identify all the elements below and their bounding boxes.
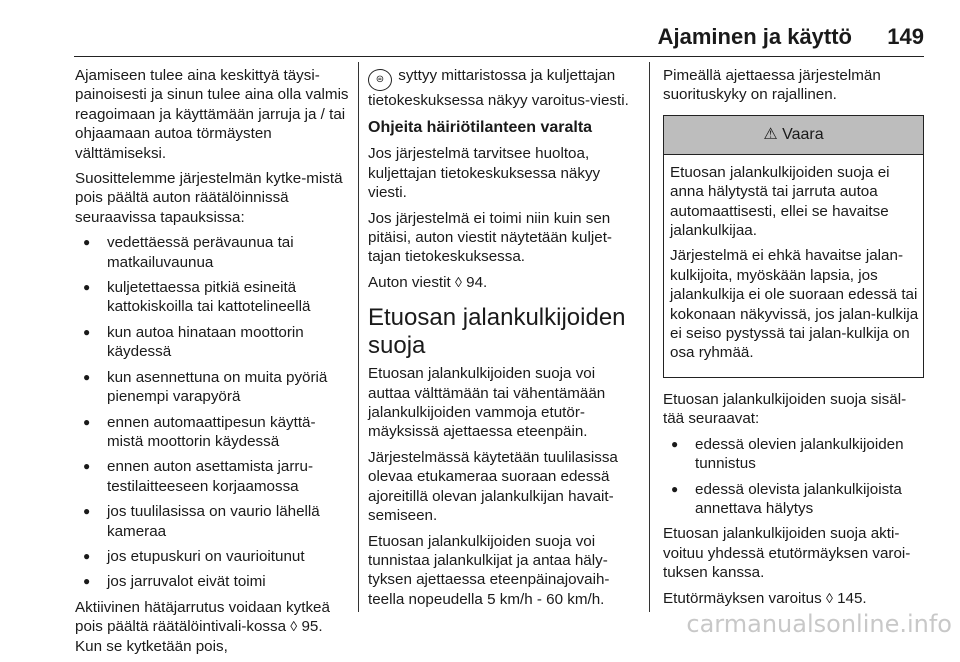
section-heading-pedestrian-protection: Etuosan jalankulkijoiden suoja <box>368 304 626 360</box>
paragraph-speed-range: Etuosan jalankulkijoiden suoja voi tunnistaa jalankulkijat ja antaa häly-tyksen ajettaessa eteenpäinajovaih-teella nopeudella 5 km/h - 60 km/h. <box>368 532 610 608</box>
paragraph-collision-warning-ref: Etutörmäyksen varoitus ◊ 145. <box>663 589 867 607</box>
paragraph-service: Jos järjestelmä tarvitsee huoltoa, kuljettajan tietokeskuksessa näkyy viesti. <box>368 145 601 202</box>
list-item: ● jos etupuskuri on vaurioitunut <box>75 547 350 566</box>
page-reference-icon: ◊ <box>825 589 833 606</box>
danger-box-header <box>664 116 923 155</box>
danger-box-body <box>664 155 923 377</box>
paragraph-vehicle-messages: Auton viestit ◊ 94. <box>368 273 488 291</box>
warning-triangle-icon: ⚠ <box>763 125 778 143</box>
page-reference-link[interactable]: 94. <box>466 273 488 291</box>
paragraph-activation: Etuosan jalankulkijoiden suoja akti-voituu yhdessä etutörmäyksen varoi-tuksen kanssa. <box>663 525 911 582</box>
paragraph-camera: Järjestelmässä käytetään tuulilasissa olevaa etukameraa suoraan edessä ajoreitillä olevan jalankulkijan havait-semiseen. <box>368 448 618 525</box>
header-divider <box>74 56 924 57</box>
list-item: ● edessä olevien jalankulkijoiden tunnistus <box>663 435 925 474</box>
danger-box <box>663 115 924 378</box>
column-divider-2 <box>649 62 650 612</box>
paragraph-includes: Etuosan jalankulkijoiden suoja sisäl-tää seuraavat: <box>663 390 907 428</box>
paragraph-malfunction: Jos järjestelmä ei toimi niin kuin sen pitäisi, auton viestit näytetään kuljet-tajan tietokeskuksessa. <box>368 209 612 266</box>
paragraph-emergency-braking: Aktiivinen hätäjarrutus voidaan kytkeä pois päältä räätälöintivali-kossa ◊ 95. Kun se kytketään pois, <box>75 598 330 655</box>
column-divider-1 <box>358 62 359 612</box>
bullet-list-features <box>663 435 925 519</box>
bullet-list-cases <box>75 233 350 592</box>
paragraph-attention: Ajamiseen tulee aina keskittyä täysi-painoisesti ja sinun tulee aina olla valmis reagoimaan ja käyttämään jarruja ja / tai ohjaamaan autoa törmäysten välttämiseksi. <box>75 67 349 162</box>
column-3 <box>663 66 925 614</box>
paragraph-pedestrian-intro: Etuosan jalankulkijoiden suoja voi auttaa välttämään tai vähentämään jalankulkijoiden vammoja etutör-mäyksissä ajettaessa eteenpäin. <box>368 365 606 441</box>
page-reference-link[interactable]: 145. <box>837 589 867 607</box>
page-title: Ajaminen ja käyttö <box>657 24 852 49</box>
paragraph-darkness: Pimeällä ajettaessa järjestelmän suorituskyky on rajallinen. <box>663 67 881 104</box>
watermark: carmanualsonline.info <box>686 610 952 638</box>
list-item: ● ennen auton asettamista jarru-testilaitteeseen korjaamossa <box>75 457 350 496</box>
page-number: 149 <box>887 24 924 49</box>
danger-paragraph: Etuosan jalankulkijoiden suoja ei anna hälytystä tai jarruta autoa automaattisesti, ellei se havaitse jalankulkijaa. <box>670 163 890 240</box>
list-item: ● kun autoa hinataan moottorin käydessä <box>75 323 350 362</box>
danger-paragraph: Järjestelmä ei ehkä havaitse jalan-kulkijoita, myöskään lapsia, jos jalankulkija ei ole suoraan edessä tai kokonaan näkyvissä, jos jalan-kulkija ei seiso pystyssä tai jalan-kulkija on osa ryhmää. <box>670 247 919 362</box>
heading-fault-instructions: Ohjeita häiriötilanteen varalta <box>368 119 593 137</box>
page-header <box>0 0 960 58</box>
column-2 <box>368 66 640 615</box>
list-item: ● kun asennettuna on muita pyöriä pienempi varapyörä <box>75 368 350 407</box>
page-reference-icon: ◊ <box>290 618 298 635</box>
list-item: ● kuljetettaessa pitkiä esineitä kattokiskoilla tai kattotelineellä <box>75 278 350 317</box>
warning-circle-icon: ⊜ <box>368 69 392 91</box>
list-item: ● jos tuulilasissa on vaurio lähellä kameraa <box>75 502 350 541</box>
list-item: ● edessä olevista jalankulkijoista annettava hälytys <box>663 480 925 519</box>
list-item: ● vedettäessä perävaunua tai matkailuvaunua <box>75 233 350 272</box>
list-item: ● ennen automaattipesun käyttä-mistä moottorin käydessä <box>75 413 350 452</box>
column-1 <box>75 66 350 662</box>
list-item: ● jos jarruvalot eivät toimi <box>75 572 350 591</box>
page-reference-icon: ◊ <box>454 273 462 290</box>
paragraph-recommend: Suosittelemme järjestelmän kytke-mistä pois päältä auton räätälöinnissä seuraavissa tapauksissa: <box>75 170 343 226</box>
danger-box-title: Vaara <box>782 125 824 143</box>
page-reference-link[interactable]: 95. Kun se kytketään pois, <box>75 618 323 655</box>
paragraph-warning-light: ⊜ syttyy mittaristossa ja kuljettajan tietokeskuksessa näkyy varoitus-viesti. <box>368 67 629 109</box>
